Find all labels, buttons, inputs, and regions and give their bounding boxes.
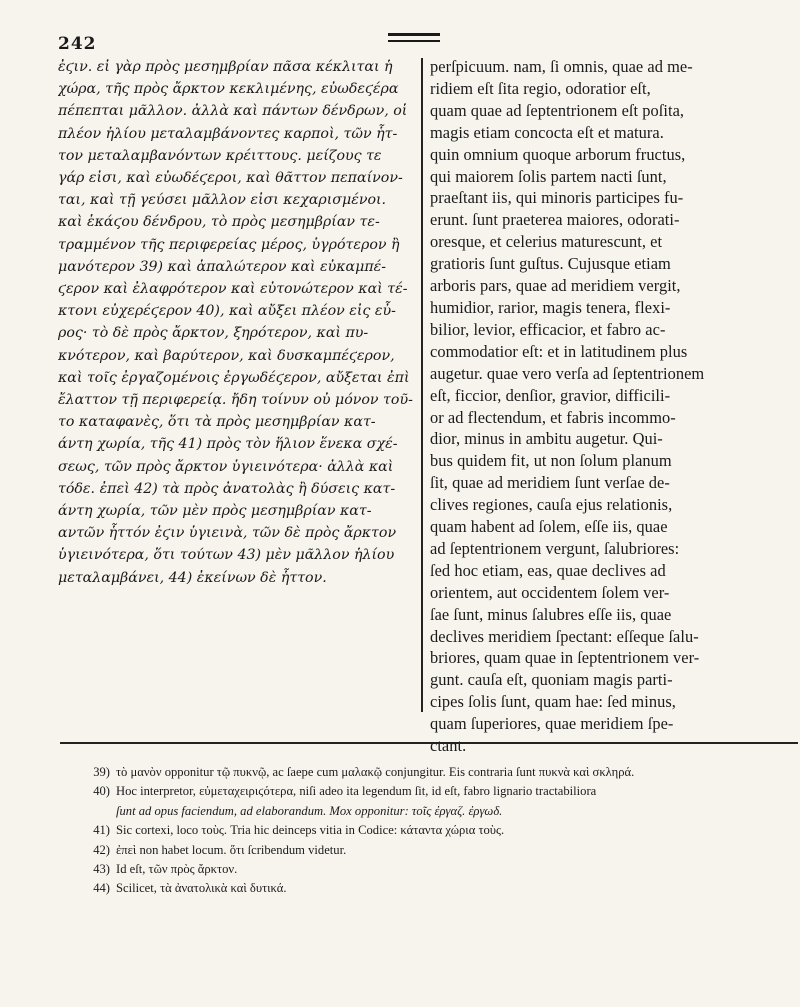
greek-text-line: μεταλαμβάνει, 44) ἐκείνων δὲ ἧττον.	[58, 569, 327, 586]
greek-text-column	[58, 56, 413, 589]
latin-text-line: clives regiones, cauſa ejus relationis,	[430, 495, 673, 515]
greek-text-line: τόδε. ἐπεὶ 42) τὰ πρὸς ἀνατολὰς ἢ δύσεις κατ-	[58, 480, 396, 497]
greek-text-line: χώρα, τῆς πρὸς ἄρκτον κεκλιμένης, εὐωδεϛέρα	[58, 81, 399, 98]
latin-text-line: commodatior eſt: et in latitudinem plus	[430, 341, 688, 361]
column-divider	[421, 58, 423, 712]
greek-text-line: αντῶν ἧττόν ἐϛιν ὑγιεινὰ, τῶν δὲ πρὸς ἄρκτον	[58, 525, 397, 542]
greek-text-line: ἐϛιν. εἰ γὰρ πρὸς μεσημβρίαν πᾶσα κέκλιται ἡ	[58, 59, 393, 75]
greek-text-line: το καταφανὲς, ὅτι τὰ πρὸς μεσημβρίαν κατ-	[58, 414, 376, 431]
footnote-text: Id eſt, τῶν πρὸς ἄρκτον.	[116, 862, 238, 877]
footnote-text: Scilicet, τὰ ἀνατολικὰ καὶ δυτικά.	[116, 881, 287, 896]
greek-text-line: κτονι εὐχερέϛερον 40), καὶ αὔξει πλέον εἰς εὖ-	[58, 303, 396, 320]
latin-text-line: declives meridiem ſpectant: eſſeque ſalu-	[430, 626, 699, 646]
footnote	[86, 782, 798, 801]
latin-text-line: arboris pars, quae ad meridiem vergit,	[430, 276, 681, 296]
page-number: 242	[58, 34, 97, 54]
latin-text-line: qui maiorem ſolis partem nacti ſunt,	[430, 166, 667, 186]
header-ornament-rule	[388, 33, 440, 42]
latin-text-line: eſt, ficcior, denſior, gravior, difficili-	[430, 385, 671, 405]
footnote-text: Hoc interpretor, εὐμεταχειριϛότερα, niſi adeo ita legendum ſit, id eſt, fabro lignario tractabiliora	[116, 784, 597, 799]
greek-text-line: άντη χωρία, τῶν μὲν πρὸς μεσημβρίαν κατ-	[58, 503, 372, 520]
latin-text-line: ctant.	[430, 736, 467, 756]
footnote	[86, 860, 798, 879]
greek-text-line: ὑγιεινότερα, ὅτι τούτων 43) μὲν μᾶλλον ἡλίου	[58, 547, 395, 564]
footnotes-block	[86, 763, 798, 899]
footnote-number: 44)	[93, 881, 110, 896]
footnote-text: ἐπεὶ non habet locum. ὅτι ſcribendum videtur.	[116, 842, 347, 857]
footnote-text: ſunt ad opus faciendum, ad elaborandum. Mox opponitur: τοῖς ἐργαζ. ἐργωδ.	[116, 803, 503, 818]
latin-text-line: ad ſeptentrionem vergunt, ſalubriores:	[430, 538, 680, 558]
greek-text-line: πέπεπται μᾶλλον. ἀλλὰ καὶ πάντων δένδρων, οἱ	[58, 103, 408, 120]
footnote-separator	[60, 742, 798, 744]
footnote-number: 40)	[93, 784, 110, 799]
latin-text-line: perſpicuum. nam, ſi omnis, quae ad me-	[430, 57, 693, 76]
footnote	[86, 879, 798, 898]
footnote	[86, 802, 798, 821]
greek-text-line: άντη χωρία, τῆς 41) πρὸς τὸν ἥλιον ἕνεκα σχέ-	[58, 436, 398, 453]
footnote	[86, 821, 798, 840]
footnote	[86, 763, 798, 782]
latin-text-line: ridiem eſt ſita regio, odoratior eſt,	[430, 78, 651, 98]
latin-text-line: praeſtant iis, qui minoris participes fu-	[430, 188, 684, 208]
footnote-number: 43)	[93, 862, 110, 877]
latin-text-line: cipes ſolis ſunt, quam hae: ſed minus,	[430, 692, 676, 712]
latin-text-line: augetur. quae vero verſa ad ſeptentrionem	[430, 363, 705, 383]
latin-text-line: dior, minus in ambitu augetur. Qui-	[430, 429, 663, 449]
greek-text-line: μανότερον 39) καὶ ἁπαλώτερον καὶ εὐκαμπέ-	[58, 258, 387, 275]
latin-text-line: bilior, levior, efficacior, et fabro ac-	[430, 319, 666, 339]
footnote-number: 39)	[93, 765, 110, 779]
greek-text-line: τον μεταλαμβανόντων κρέιττους. μείζους τε	[58, 147, 382, 164]
latin-translation-column	[430, 56, 785, 757]
footnote-text: Sic cortexi, loco τοὺς. Tria hic deinceps vitia in Codice: κάταντα χώρια τοὺς.	[116, 823, 505, 838]
footnote-number: 41)	[93, 823, 110, 838]
latin-text-line: quam habent ad ſolem, eſſe iis, quae	[430, 517, 668, 537]
greek-text-line: πλέον ἡλίου μεταλαμβάνοντες καρποὶ, τῶν ἧτ-	[58, 125, 398, 142]
latin-text-line: bus quidem fit, ut non ſolum planum	[430, 451, 672, 471]
latin-text-line: erunt. ſunt praeterea maiores, odorati-	[430, 210, 680, 230]
greek-text-line: ται, καὶ τῇ γεύσει μᾶλλον εἰσι κεχαρισμένοι.	[58, 192, 387, 209]
latin-text-line: oresque, et celerius maturescunt, et	[430, 232, 663, 252]
greek-text-line: καὶ τοῖς ἐργαζομένοις ἐργωδέϛερον, αὔξεται ἐπὶ	[58, 369, 410, 386]
greek-text-line: σεως, τῶν πρὸς ἄρκτον ὑγιεινότερα· ἀλλὰ καὶ	[58, 458, 394, 475]
latin-text-line: ſae ſunt, minus ſalubres eſſe iis, quae	[430, 604, 672, 624]
latin-text-line: orientem, aut occidentem ſolem ver-	[430, 582, 670, 602]
footnote-number: 42)	[93, 842, 110, 857]
latin-text-line: or ad flectendum, et fabris incommo-	[430, 407, 676, 427]
latin-text-line: briores, quam quae in ſeptentrionem ver-	[430, 648, 700, 668]
latin-text-line: gratioris ſunt guſtus. Cujusque etiam	[430, 254, 671, 274]
latin-text-line: ſit, quae ad meridiem ſunt verſae de-	[430, 473, 670, 493]
greek-text-line: ϛερον καὶ ἐλαφρότερον καὶ εὐτονώτερον καὶ τέ-	[58, 281, 408, 298]
latin-text-line: humidior, rarior, magis tenera, flexi-	[430, 297, 671, 317]
greek-text-line: γάρ εἰσι, καὶ εὐωδέϛεροι, καὶ θᾶττον πεπαίνον-	[58, 170, 403, 187]
latin-text-line: magis etiam concocta eſt et matura.	[430, 122, 664, 142]
footnote	[86, 841, 798, 860]
latin-text-line: ſed hoc etiam, eas, quae declives ad	[430, 560, 666, 580]
greek-text-line: κνότερον, καὶ βαρύτερον, καὶ δυσκαμπέϛερον,	[58, 347, 395, 364]
latin-text-line: quam quae ad ſeptentrionem eſt poſita,	[430, 100, 685, 120]
greek-text-line: τραμμένον τῆς περιφερείας μέρος, ὑγρότερον ἢ	[58, 236, 400, 253]
latin-text-line: quam ſuperiores, quae meridiem ſpe-	[430, 714, 674, 734]
greek-text-line: ἔλαττον τῇ περιφερείᾳ. ἤδη τοίνυν οὐ μόνον τοῦ-	[58, 392, 413, 409]
greek-text-line: ρος· τὸ δὲ πρὸς ἄρκτον, ξηρότερον, καὶ πυ-	[58, 325, 369, 342]
footnote-text: τὸ μανὸν opponitur τῷ πυκνῷ, ac ſaepe cum μαλακῷ conjungitur. Eis contraria ſunt πυκνὰ καὶ σκληρά.	[116, 765, 635, 779]
greek-text-line: καὶ ἑκάϛου δένδρου, τὸ πρὸς μεσημβρίαν τε-	[58, 214, 380, 231]
latin-text-line: quin omnium quoque arborum fructus,	[430, 144, 686, 164]
latin-text-line: gunt. cauſa eſt, quoniam magis parti-	[430, 670, 673, 690]
